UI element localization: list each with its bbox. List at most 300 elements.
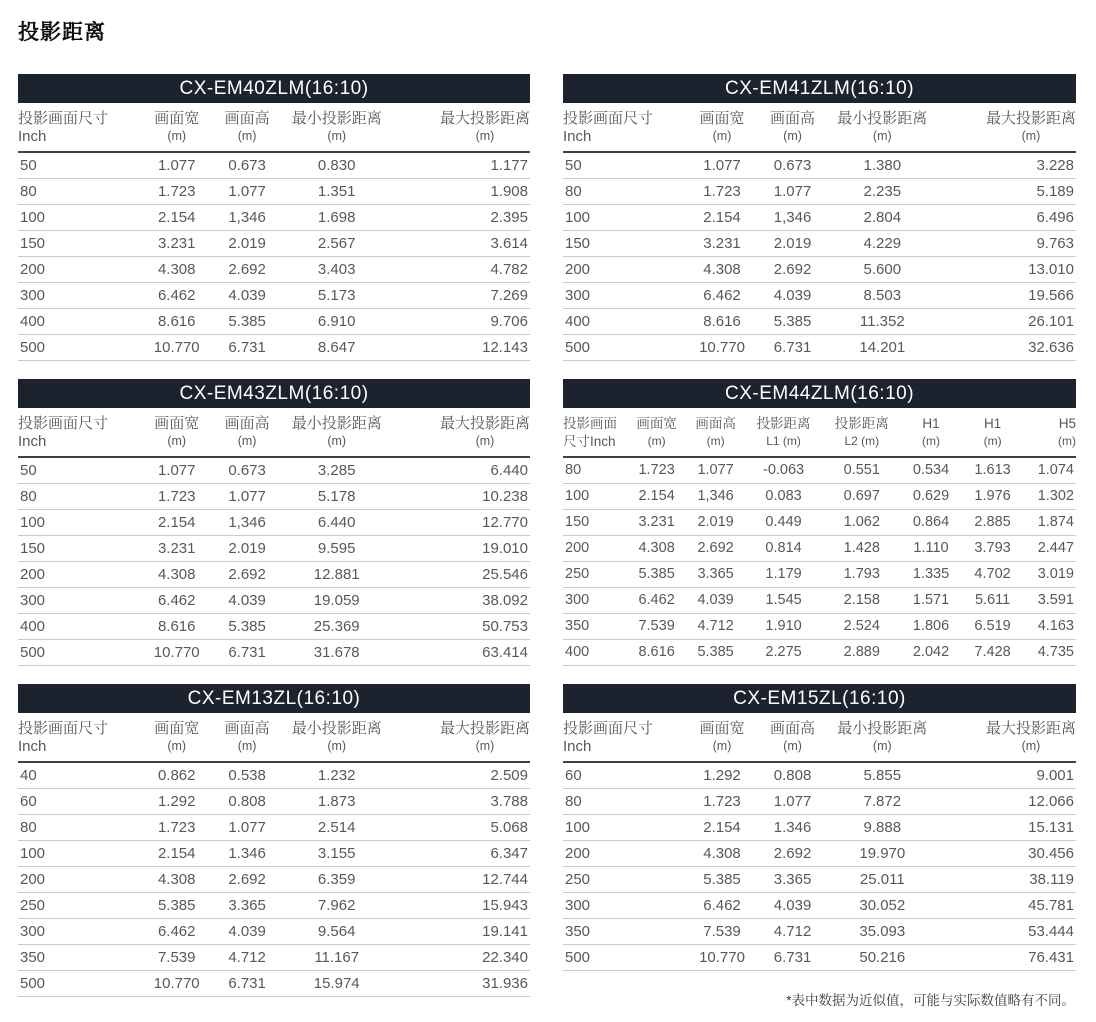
column-header [282,713,392,762]
column-header [141,103,213,152]
column-header-text [563,110,653,145]
column-header [686,103,758,152]
column-header-line1: 投影距离 [756,416,811,431]
column-header [902,408,961,457]
table-cell: 400 [563,640,627,666]
table-cell: 4.039 [213,588,282,614]
table-cell: 6.731 [213,640,282,666]
table-cell: 8.616 [627,640,686,666]
table-cell: 1.723 [686,789,758,815]
table-cell: 6.462 [141,588,213,614]
table-cell: 2.692 [758,841,827,867]
table-cell: 1.077 [141,152,213,179]
table-cell: 2.692 [213,867,282,893]
column-header-line2: (m) [706,434,725,448]
table-cell: 2.567 [282,231,392,257]
table-cell: 2.514 [282,815,392,841]
table-cell: 1.806 [902,614,961,640]
table-row [563,283,1076,309]
table-cell: 1.723 [141,484,213,510]
data-table [563,103,1076,361]
table-cell: 11.167 [282,945,392,971]
table-cell: 50.753 [392,614,530,640]
column-header [282,103,392,152]
column-header-line1: 最大投影距离 [985,720,1076,737]
column-header-line2: (m) [327,129,347,143]
column-header-line1: 画面宽 [154,720,200,737]
column-header-line2: (m) [712,129,732,143]
table-cell: 30.052 [827,893,937,919]
table-cell: 1.723 [141,815,213,841]
column-header [745,408,822,457]
table-cell: 1.723 [627,457,686,484]
table-row [18,335,530,361]
table-cell: 30.456 [937,841,1076,867]
table-cell: 2.885 [961,510,1025,536]
column-header-line1: 画面宽 [154,110,200,127]
table-cell: 60 [18,789,141,815]
table-cell: 4.039 [758,283,827,309]
table-cell: 1.292 [686,762,758,789]
data-table [18,408,530,666]
table-cell: 1.910 [745,614,822,640]
data-table [18,103,530,361]
table-cell: 1.346 [758,815,827,841]
table-cell: 3.231 [141,231,213,257]
column-header-line2: (m) [237,434,257,448]
column-header-text [700,720,745,754]
table-cell: 1.976 [961,484,1025,510]
table-cell: 6.910 [282,309,392,335]
table-cell: 1.613 [961,457,1025,484]
table-row [18,640,530,666]
table-cell: 1.077 [213,179,282,205]
table-cell: 8.616 [686,309,758,335]
table-cell: 12.143 [392,335,530,361]
table-cell: 2.154 [141,205,213,231]
column-header [627,408,686,457]
column-header [758,103,827,152]
table-row [18,283,530,309]
column-header-line2: (m) [475,739,495,753]
column-header-text [770,110,815,144]
header-row [18,713,530,762]
table-cell: 1,346 [213,205,282,231]
header-row [563,103,1076,152]
table-cell: 2.275 [745,640,822,666]
table-cell: 10.238 [392,484,530,510]
table-row [18,762,530,789]
table-cell: 1.335 [902,562,961,588]
table-cell: 3.788 [392,789,530,815]
table-cell: 1.428 [822,536,902,562]
table-cell: 0.083 [745,484,822,510]
table-cell: 4.039 [213,283,282,309]
table-cell: 12.770 [392,510,530,536]
table-cell: 7.539 [141,945,213,971]
data-table [18,713,530,997]
column-header-line1: 最小投影距离 [291,720,382,737]
table-cell: 19.566 [937,283,1076,309]
table-cell: 2.692 [213,257,282,283]
table-cell: 10.770 [141,971,213,997]
column-header [392,408,530,457]
column-header-text [986,720,1076,754]
column-header-line1: 画面高 [695,416,736,431]
table-cell: 200 [563,257,686,283]
table-cell: 7.269 [392,283,530,309]
table-cell: 80 [18,179,141,205]
table-cell: 150 [18,536,141,562]
table-cell: 6.462 [141,919,213,945]
column-header-line2: (m) [167,434,187,448]
column-header [18,713,141,762]
table-cell: 2.235 [827,179,937,205]
table-row [18,893,530,919]
column-header-text [922,415,940,449]
table-cell: -0.063 [745,457,822,484]
table-row [18,971,530,997]
column-header [213,408,282,457]
table-title-bar: CX-EM44ZLM(16:10) [563,379,1076,408]
table-cell: 4.039 [758,893,827,919]
footnote: *表中数据为近似值，可能与实际数值略有不同。 [786,993,1075,1008]
table-cell: 250 [563,562,627,588]
table-row [563,789,1076,815]
table-cell: 4.712 [758,919,827,945]
column-header-line2: (m) [167,129,187,143]
table-cell: 19.010 [392,536,530,562]
table-row [563,179,1076,205]
table-row [563,588,1076,614]
table-cell: 15.131 [937,815,1076,841]
column-header [282,408,392,457]
table-cell: 3.365 [758,867,827,893]
table-row [18,257,530,283]
table-cell: 3.231 [141,536,213,562]
table-cell: 12.744 [392,867,530,893]
table-cell: 19.059 [282,588,392,614]
table-cell: 15.943 [392,893,530,919]
table-cell: 80 [563,457,627,484]
table-cell: 10.770 [686,945,758,971]
table-cell: 8.616 [141,309,213,335]
table-cell: 3.285 [282,457,392,484]
table-cell: 5.385 [213,309,282,335]
table-cell: 1.077 [213,815,282,841]
column-header-line1: 投影画面尺寸 [18,720,109,737]
column-header-line1: 画面宽 [636,416,677,431]
table-row [563,841,1076,867]
table-cell: 200 [18,867,141,893]
table-cell: 0.449 [745,510,822,536]
table-cell: 1.077 [686,457,745,484]
column-header-text [563,720,653,755]
table-cell: 6.440 [392,457,530,484]
table-cell: 1.077 [141,457,213,484]
projection-table-cx-em13zl [18,684,530,997]
column-header-line1: 投影距离 [834,416,889,431]
table-row [563,457,1076,484]
table-cell: 1.793 [822,562,902,588]
column-header [563,408,627,457]
table-cell: 1.077 [213,484,282,510]
table-row [563,945,1076,971]
table-cell: 1.351 [282,179,392,205]
table-cell: 60 [563,762,686,789]
column-header-line2: (m) [872,129,892,143]
table-cell: 3.228 [937,152,1076,179]
table-row [18,945,530,971]
table-cell: 15.974 [282,971,392,997]
column-header [758,713,827,762]
column-header-text [984,415,1002,449]
column-header-line2: 尺寸Inch [563,434,616,449]
table-cell: 4.229 [827,231,937,257]
table-cell: 1,346 [213,510,282,536]
table-cell: 6.462 [686,893,758,919]
table-row [18,231,530,257]
column-header-line1: H1 [983,416,1002,431]
table-cell: 19.141 [392,919,530,945]
table-cell: 100 [18,841,141,867]
table-cell: 3.591 [1025,588,1076,614]
table-cell: 500 [18,971,141,997]
table-cell: 2.889 [822,640,902,666]
table-cell: 500 [563,945,686,971]
table-cell: 8.616 [141,614,213,640]
data-table [563,408,1076,666]
column-header [686,713,758,762]
table-title-bar: CX-EM13ZL(16:10) [18,684,530,713]
table-cell: 5.385 [213,614,282,640]
column-header-line1: 投影画面尺寸 [563,720,654,737]
table-row [18,179,530,205]
column-header-line1: 画面高 [224,415,270,432]
table-cell: 0.551 [822,457,902,484]
column-header-line1: 最小投影距离 [291,110,382,127]
table-cell: 1.062 [822,510,902,536]
table-title-bar: CX-EM15ZL(16:10) [563,684,1076,713]
table-cell: 500 [18,640,141,666]
column-header-line2: (m) [872,739,892,753]
table-cell: 5.385 [758,309,827,335]
table-row [18,562,530,588]
table-cell: 1.723 [141,179,213,205]
table-cell: 25.369 [282,614,392,640]
table-row [18,919,530,945]
column-header-line1: 投影画面 [563,416,617,431]
table-cell: 14.201 [827,335,937,361]
table-cell: 63.414 [392,640,530,666]
table-cell: 4.163 [1025,614,1076,640]
table-cell: 4.308 [141,562,213,588]
table-cell: 2.154 [141,510,213,536]
table-cell: 250 [18,893,141,919]
table-cell: 100 [18,510,141,536]
table-cell: 4.308 [141,867,213,893]
table-cell: 7.872 [827,789,937,815]
table-row [18,152,530,179]
table-cell: 2.019 [213,536,282,562]
table-cell: 50.216 [827,945,937,971]
table-cell: 2.692 [213,562,282,588]
column-header-line2: (m) [712,739,732,753]
table-cell: 6.731 [758,335,827,361]
table-cell: 0.534 [902,457,961,484]
table-cell: 2.692 [686,536,745,562]
table-cell: 1.545 [745,588,822,614]
table-cell: 1.074 [1025,457,1076,484]
table-row [563,815,1076,841]
column-header-line1: 最小投影距离 [837,720,928,737]
column-header-text [18,720,108,755]
column-header-line1: 画面高 [770,110,816,127]
table-cell: 53.444 [937,919,1076,945]
table-cell: 5.189 [937,179,1076,205]
column-header-line1: 最大投影距离 [439,415,530,432]
column-header [822,408,902,457]
table-cell: 1.077 [686,152,758,179]
column-header [141,408,213,457]
table-cell: 5.385 [686,640,745,666]
table-row [563,510,1076,536]
column-header-line2: (m) [475,434,495,448]
table-cell: 38.092 [392,588,530,614]
table-row [563,205,1076,231]
column-header-text [835,415,889,449]
table-cell: 2.154 [686,815,758,841]
column-header-line2: Inch [563,128,592,145]
table-cell: 0.697 [822,484,902,510]
column-header-line1: 最大投影距离 [439,110,530,127]
table-cell: 150 [563,510,627,536]
column-header-line1: 投影画面尺寸 [563,110,654,127]
table-row [563,919,1076,945]
table-cell: 1.292 [141,789,213,815]
table-cell: 2.509 [392,762,530,789]
column-header-line1: 最大投影距离 [985,110,1076,127]
table-cell: 10.770 [141,335,213,361]
table-cell: 1,346 [686,484,745,510]
table-cell: 4.308 [686,257,758,283]
table-cell: 5.385 [686,867,758,893]
table-cell: 2.804 [827,205,937,231]
table-cell: 4.702 [961,562,1025,588]
table-cell: 300 [563,893,686,919]
projection-table-cx-em44zlm [563,379,1076,666]
table-cell: 2.447 [1025,536,1076,562]
table-cell: 12.066 [937,789,1076,815]
table-row [18,815,530,841]
table-row [563,762,1076,789]
table-row [18,484,530,510]
table-row [563,536,1076,562]
table-cell: 200 [18,257,141,283]
table-cell: 250 [563,867,686,893]
table-cell: 5.173 [282,283,392,309]
table-cell: 4.712 [213,945,282,971]
table-cell: 2.154 [141,841,213,867]
table-cell: 150 [18,231,141,257]
table-row [18,309,530,335]
table-row [18,457,530,484]
column-header-line2: (m) [327,739,347,753]
table-cell: 5.385 [627,562,686,588]
table-cell: 6.519 [961,614,1025,640]
table-cell: 50 [563,152,686,179]
column-header-line2: (m) [983,434,1002,448]
table-cell: 4.782 [392,257,530,283]
table-row [563,257,1076,283]
table-cell: 9.001 [937,762,1076,789]
table-cell: 3.155 [282,841,392,867]
table-row [563,562,1076,588]
table-cell: 6.731 [758,945,827,971]
column-header-text [154,110,199,144]
column-header-text [757,415,811,449]
table-cell: 0.808 [758,762,827,789]
column-header-line1: 画面高 [224,110,270,127]
table-cell: 3.793 [961,536,1025,562]
table-cell: 3.231 [627,510,686,536]
table-cell: 40 [18,762,141,789]
table-cell: 25.546 [392,562,530,588]
table-cell: 31.678 [282,640,392,666]
table-title-bar: CX-EM43ZLM(16:10) [18,379,530,408]
column-header-line1: 画面宽 [154,415,200,432]
table-cell: 9.595 [282,536,392,562]
table-cell: 3.019 [1025,562,1076,588]
column-header [937,713,1076,762]
table-cell: 4.308 [686,841,758,867]
column-header-line2: (m) [167,739,187,753]
table-cell: 5.178 [282,484,392,510]
column-header-text [292,415,382,449]
table-cell: 0.673 [213,152,282,179]
table-cell: 5.611 [961,588,1025,614]
column-header-line1: 画面高 [770,720,816,737]
table-cell: 100 [563,815,686,841]
table-cell: 7.539 [627,614,686,640]
table-cell: 0.673 [758,152,827,179]
column-header-text [225,415,270,449]
table-cell: 5.855 [827,762,937,789]
column-header-text [440,110,530,144]
column-header-text [18,110,108,145]
table-cell: 26.101 [937,309,1076,335]
column-header [563,103,686,152]
table-cell: 400 [18,309,141,335]
table-cell: 38.119 [937,867,1076,893]
table-cell: 76.431 [937,945,1076,971]
table-cell: 22.340 [392,945,530,971]
table-cell: 80 [18,815,141,841]
column-header-line1: H1 [922,416,940,431]
table-cell: 400 [18,614,141,640]
table-cell: 10.770 [686,335,758,361]
column-header-text [225,110,270,144]
table-row [18,536,530,562]
table-cell: 6.462 [627,588,686,614]
table-cell: 4.308 [627,536,686,562]
column-header-line2: (m) [1021,739,1041,753]
table-cell: 0.814 [745,536,822,562]
table-cell: 10.770 [141,640,213,666]
table-row [563,614,1076,640]
table-cell: 1.077 [758,789,827,815]
table-cell: 1.723 [686,179,758,205]
